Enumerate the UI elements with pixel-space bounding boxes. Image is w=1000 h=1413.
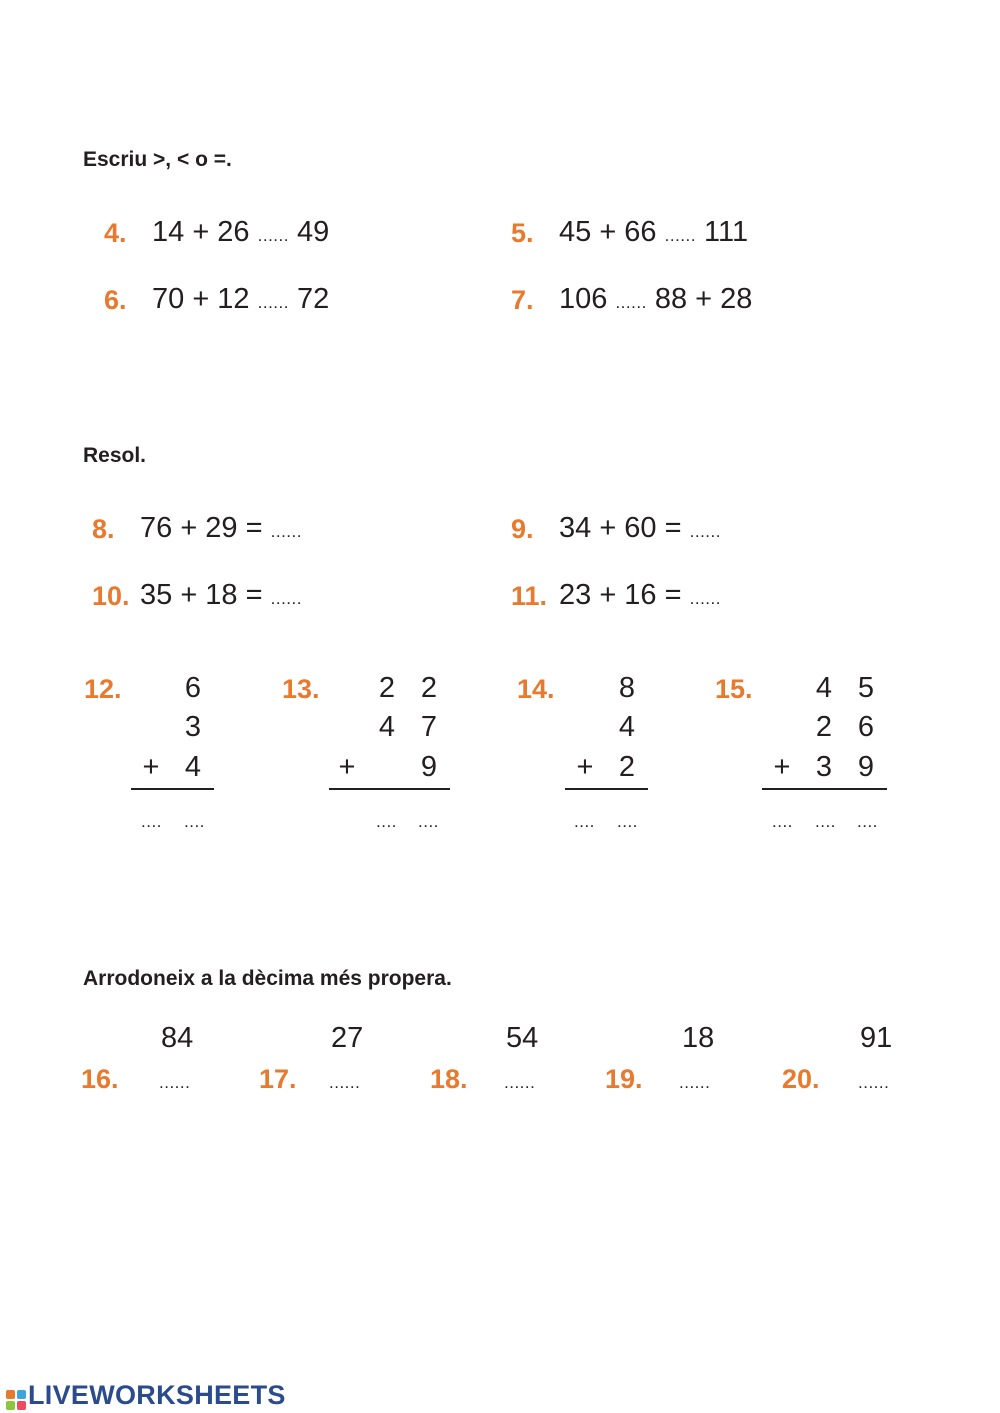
- compare-right: 72: [297, 283, 330, 315]
- item-number-10: 10.: [92, 581, 130, 611]
- item-number-13: 13.: [282, 674, 320, 704]
- item-number-11: 11.: [511, 581, 548, 611]
- section-heading-compare: Escriu >, < o =.: [83, 148, 232, 171]
- digit: 6: [184, 672, 202, 704]
- plus-sign: +: [773, 751, 791, 783]
- round-value-19: 18: [682, 1022, 715, 1054]
- compare-left: 45 + 66: [559, 216, 657, 248]
- answer-blank[interactable]: ......: [615, 293, 647, 312]
- item-number-19: 19.: [605, 1064, 643, 1094]
- item-number-17: 17.: [259, 1064, 297, 1094]
- sum-line: [762, 788, 887, 790]
- logo-squares-icon: [6, 1390, 26, 1410]
- compare-left: 14 + 26: [152, 216, 250, 248]
- answer-blank[interactable]: ....: [815, 812, 836, 831]
- answer-blank[interactable]: ....: [141, 812, 162, 831]
- plus-sign: +: [338, 751, 356, 783]
- compare-right: 49: [297, 216, 330, 248]
- digit: 2: [420, 672, 438, 704]
- digit: 3: [815, 751, 833, 783]
- item-number-15: 15.: [715, 674, 753, 704]
- answer-blank[interactable]: ......: [159, 1073, 191, 1092]
- compare-left: 70 + 12: [152, 283, 250, 315]
- compare-item-7: [559, 283, 752, 316]
- digit: 2: [378, 672, 396, 704]
- digit: 8: [618, 672, 636, 704]
- solve-item-8: [140, 512, 302, 545]
- solve-item-9: [559, 512, 721, 545]
- digit: 4: [378, 711, 396, 743]
- round-value-18: 54: [506, 1022, 539, 1054]
- sum-line: [329, 788, 450, 790]
- answer-blank[interactable]: ....: [418, 812, 439, 831]
- answer-blank[interactable]: ......: [689, 589, 721, 608]
- equation: 23 + 16 =: [559, 579, 682, 611]
- digit: 4: [618, 711, 636, 743]
- sum-line: [565, 788, 648, 790]
- answer-blank[interactable]: ......: [270, 522, 302, 541]
- equation: 76 + 29 =: [140, 512, 263, 544]
- answer-blank[interactable]: ....: [617, 812, 638, 831]
- plus-sign: +: [576, 751, 594, 783]
- compare-right: 88 + 28: [654, 283, 753, 315]
- answer-blank[interactable]: ......: [257, 226, 289, 245]
- compare-item-4: [152, 216, 329, 249]
- item-number-14: 14.: [517, 674, 555, 704]
- item-number-20: 20.: [782, 1064, 820, 1094]
- equation: 35 + 18 =: [140, 579, 263, 611]
- answer-blank[interactable]: ......: [329, 1073, 361, 1092]
- digit: 9: [857, 751, 875, 783]
- plus-sign: +: [142, 751, 160, 783]
- round-value-17: 27: [331, 1022, 364, 1054]
- compare-item-5: [559, 216, 748, 249]
- item-number-12: 12.: [84, 674, 122, 704]
- answer-blank[interactable]: ......: [679, 1073, 711, 1092]
- digit: 7: [420, 711, 438, 743]
- item-number-8: 8.: [92, 514, 115, 544]
- solve-item-10: [140, 579, 302, 612]
- answer-blank[interactable]: ....: [857, 812, 878, 831]
- answer-blank[interactable]: ......: [504, 1073, 536, 1092]
- section-heading-solve: Resol.: [83, 444, 147, 467]
- equation: 34 + 60 =: [559, 512, 682, 544]
- answer-blank[interactable]: ....: [772, 812, 793, 831]
- digit: 4: [184, 751, 202, 783]
- answer-blank[interactable]: ....: [184, 812, 205, 831]
- compare-left: 106: [559, 283, 608, 315]
- item-number-18: 18.: [430, 1064, 468, 1094]
- digit: 2: [815, 711, 833, 743]
- digit: 4: [815, 672, 833, 704]
- digit: 3: [184, 711, 202, 743]
- section-heading-round: Arrodoneix a la dècima més propera.: [83, 967, 452, 990]
- round-value-16: 84: [161, 1022, 194, 1054]
- item-number-16: 16.: [81, 1064, 119, 1094]
- item-number-6: 6.: [104, 285, 127, 315]
- item-number-5: 5.: [511, 218, 534, 248]
- answer-blank[interactable]: ......: [664, 226, 696, 245]
- compare-item-6: [152, 283, 329, 316]
- answer-blank[interactable]: ......: [270, 589, 302, 608]
- solve-item-11: [559, 579, 721, 612]
- answer-blank[interactable]: ......: [257, 293, 289, 312]
- digit: 2: [618, 751, 636, 783]
- item-number-7: 7.: [511, 285, 534, 315]
- digit: 5: [857, 672, 875, 704]
- item-number-4: 4.: [104, 218, 127, 248]
- liveworksheets-logo[interactable]: [6, 1380, 286, 1411]
- digit: 9: [420, 751, 438, 783]
- item-number-9: 9.: [511, 514, 534, 544]
- round-value-20: 91: [860, 1022, 893, 1054]
- digit: 6: [857, 711, 875, 743]
- answer-blank[interactable]: ......: [858, 1073, 890, 1092]
- compare-right: 111: [704, 216, 749, 248]
- sum-line: [131, 788, 214, 790]
- logo-text: LIVEWORKSHEETS: [28, 1380, 286, 1410]
- answer-blank[interactable]: ......: [689, 522, 721, 541]
- answer-blank[interactable]: ....: [574, 812, 595, 831]
- answer-blank[interactable]: ....: [376, 812, 397, 831]
